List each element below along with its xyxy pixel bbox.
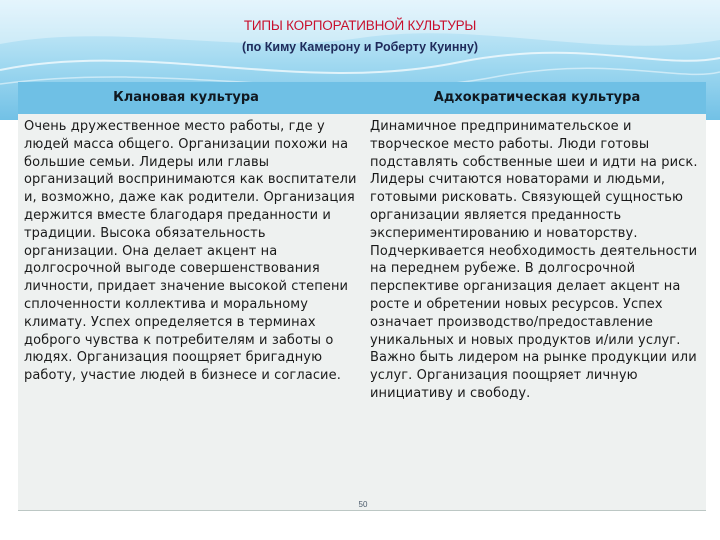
- table-header-row: [18, 82, 706, 114]
- column-header-adhocracy: Адхократическая культура: [433, 90, 641, 105]
- page-number: 50: [358, 500, 368, 509]
- cell-clan-description: Очень дружественное место работы, где у людей масса общего. Организации похожи на большие семьи. Лидеры или главы организаций воспринимаются как воспитатели и, возможно, даже как родители. Организация держится вместе благодаря преданности и традиции. Высока обязательность организации. Она делает акцент на долгосрочной выгоде совершенствования личности, придает значение высокой степени сплоченности коллектива и моральному климату. Успех определяется в терминах доброго чувства к потребителям и заботы о людях. Организация поощряет бригадную работу, участие людей в бизнесе и согласие.: [24, 119, 357, 384]
- culture-table: [18, 82, 706, 510]
- cell-adhocracy-description: Динамичное предпринимательское и творческое место работы. Люди готовы подставлять собственные шеи и идти на риск. Лидеры считаются новаторами и людьми, готовыми рисковать. Связующей сущностью организации является преданность экспериментированию и новаторству. Подчеркивается необходимость деятельности на переднем рубеже. В долгосрочной перспективе организация делает акцент на росте и обретении новых ресурсов. Успех означает производство/предоставление уникальных и новых продуктов и/или услуг. Важно быть лидером на рынке продукции или услуг. Организация поощряет личную инициативу и свободу.: [370, 119, 698, 401]
- page-title: ТИПЫ КОРПОРАТИВНОЙ КУЛЬТУРЫ: [243, 18, 477, 33]
- page-subtitle: (по Киму Камерону и Роберту Куинну): [241, 40, 479, 54]
- table-row: [18, 114, 706, 511]
- column-header-clan: Клановая культура: [113, 90, 259, 105]
